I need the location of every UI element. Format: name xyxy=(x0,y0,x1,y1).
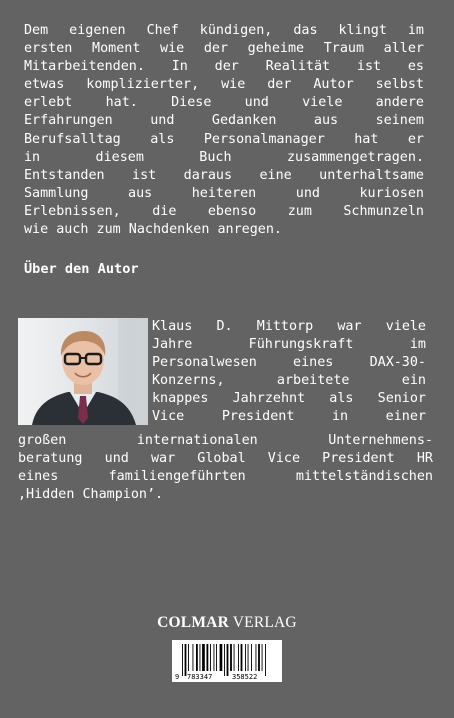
blurb-line: Berufsalltag als Personalmanager hat er xyxy=(24,131,424,147)
barcode-bar xyxy=(258,644,260,671)
barcode-bar xyxy=(238,644,239,671)
bio-side-line: knappes Jahrzehnt als Senior xyxy=(152,391,426,407)
barcode-right-group: 358522 xyxy=(232,673,258,681)
barcode-left-group: 783347 xyxy=(187,673,213,681)
barcode-bar xyxy=(227,644,229,676)
barcode-bar xyxy=(210,644,211,671)
barcode-bar xyxy=(182,644,183,676)
publisher-logo xyxy=(0,614,454,632)
blurb-line: Entstanden ist daraus eine unterhaltsame xyxy=(24,167,424,183)
about-author-heading: Über den Autor xyxy=(24,261,139,277)
barcode-bar xyxy=(241,644,243,671)
barcode-bar xyxy=(207,644,209,671)
author-bio-side xyxy=(152,318,426,427)
barcode-bar xyxy=(234,644,235,671)
barcode-bar xyxy=(245,644,246,671)
barcode-bar xyxy=(251,644,252,671)
publisher-name-regular: VERLAG xyxy=(228,614,297,631)
barcode-first-digit: 9 xyxy=(175,673,180,681)
author-bio-continued xyxy=(18,432,433,504)
blurb-line: Erlebnissen, die ebenso zum Schmunzeln xyxy=(24,203,424,219)
barcode-bar xyxy=(185,644,187,676)
barcode-bar xyxy=(214,644,215,671)
bio-continued-line: ‚Hidden Champion’. xyxy=(18,487,164,503)
author-portrait-icon xyxy=(18,318,148,425)
barcode-bar xyxy=(224,644,225,676)
isbn-barcode xyxy=(172,640,282,682)
barcode-bar xyxy=(230,644,232,671)
barcode-bar xyxy=(188,644,189,671)
blurb-line: Sammlung aus heiteren und kuriosen xyxy=(24,185,424,201)
barcode-bars xyxy=(182,644,266,676)
barcode-bar xyxy=(200,644,201,671)
barcode-bar xyxy=(248,644,249,671)
barcode-bar xyxy=(193,644,194,671)
bio-side-line: Konzerns, arbeitete ein xyxy=(152,373,426,389)
blurb-line: wie auch zum Nachdenken anregen. xyxy=(24,222,282,238)
bio-side-line: Vice President in einer xyxy=(152,409,426,425)
barcode-bar xyxy=(202,644,205,671)
bio-side-line: Klaus D. Mittorp war viele xyxy=(152,319,426,334)
barcode-bar xyxy=(220,644,223,671)
bio-continued-line: beratung und war Global Vice President HR xyxy=(18,451,433,467)
blurb-line: Mitarbeitenden. In der Realität ist es xyxy=(24,59,424,75)
barcode-bar xyxy=(196,644,198,671)
blurb-line: Dem eigenen Chef kündigen, das klingt im xyxy=(24,23,424,38)
barcode-bar xyxy=(262,644,263,671)
barcode-bar xyxy=(265,644,266,676)
publisher-name-bold: COLMAR xyxy=(157,614,229,631)
author-photo xyxy=(18,318,148,425)
barcode-bar xyxy=(256,644,257,671)
blurb-line: Erfahrungen und Gedanken aus seinem xyxy=(24,113,424,129)
blurb-line: erlebt hat. Diese und viele andere xyxy=(24,95,424,111)
blurb-line: etwas komplizierter, wie der Autor selbst xyxy=(24,77,424,93)
bio-continued-line: großen internationalen Unternehmens- xyxy=(18,433,433,448)
barcode-bar xyxy=(216,644,217,671)
bio-continued-line: eines familiengeführten mittelständischen xyxy=(18,469,433,485)
blurb-line: ersten Moment wie der geheime Traum aller xyxy=(24,41,424,57)
bio-side-line: Jahre Führungskraft im xyxy=(152,337,426,353)
bio-side-line: Personalwesen eines DAX-30- xyxy=(152,355,426,371)
book-blurb xyxy=(24,22,424,239)
blurb-line: in diesem Buch zusammengetragen. xyxy=(24,149,424,165)
